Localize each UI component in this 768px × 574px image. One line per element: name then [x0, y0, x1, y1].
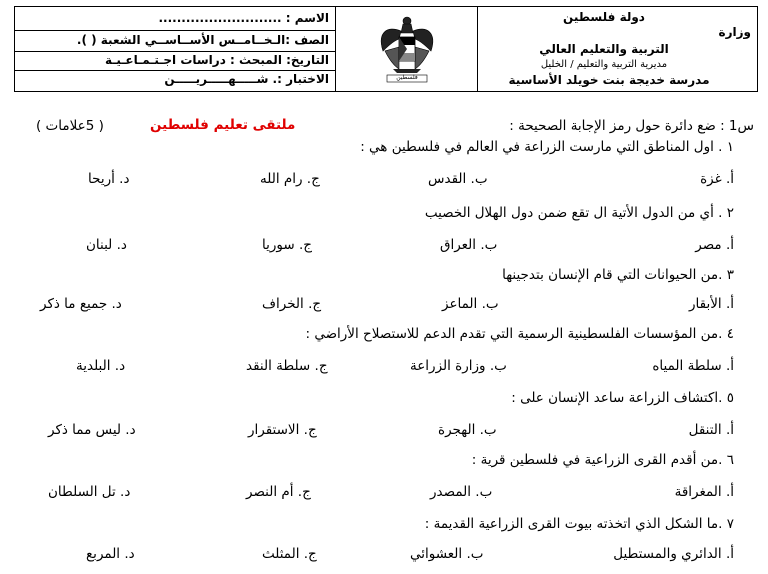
option-a[interactable]: أ. مصر — [695, 237, 734, 253]
question-text: ٥ .اكتشاف الزراعة ساعد الإنسان على : — [511, 390, 734, 406]
option-a[interactable]: أ. سلطة المياه — [652, 358, 734, 374]
option-a[interactable]: أ. الدائري والمستطيل — [613, 546, 734, 562]
option-b[interactable]: ب. الماعز — [442, 296, 499, 312]
option-d[interactable]: د. لبنان — [86, 237, 127, 253]
option-c[interactable]: ج. الخراف — [262, 296, 322, 312]
option-b[interactable]: ب. القدس — [428, 171, 488, 187]
option-c[interactable]: ج. سلطة النقد — [246, 358, 328, 374]
option-d[interactable]: د. ليس مما ذكر — [48, 422, 136, 438]
question-1-instruction: س1 : ضع دائرة حول رمز الإجابة الصحيحة : — [509, 118, 754, 134]
question-text: ٦ .من أقدم القرى الزراعية في فلسطين قرية : — [471, 452, 734, 468]
emblem-caption: فلسطين — [396, 74, 418, 81]
option-b[interactable]: ب. العشوائي — [410, 546, 484, 562]
option-b[interactable]: ب. وزارة الزراعة — [410, 358, 507, 374]
ministry-word: وزارة — [718, 25, 751, 39]
option-a[interactable]: أ. التنقل — [688, 422, 734, 438]
state-name: دولة فلسطين — [563, 10, 645, 24]
date-subject-field: التاريخ: المبحث : دراسات اجـتـمـاعـيـة — [105, 53, 329, 67]
marks-label: ( 5علامات ) — [36, 118, 104, 134]
option-d[interactable]: د. تل السلطان — [48, 484, 131, 500]
question-text: ٣ .من الحيوانات التي قام الإنسان بتدجينها — [502, 267, 734, 283]
option-d[interactable]: د. جميع ما ذكر — [40, 296, 122, 312]
ministry-name: التربية والتعليم العالي — [539, 42, 669, 56]
option-d[interactable]: د. أريحا — [88, 171, 130, 187]
option-d[interactable]: د. المربع — [86, 546, 135, 562]
option-a[interactable]: أ. المغراقة — [674, 484, 734, 500]
question-text: ٤ .من المؤسسات الفلسطينية الرسمية التي تقدم الدعم للاستصلاح الأراضي : — [305, 326, 734, 342]
option-a[interactable]: أ. الأبقار — [688, 296, 734, 312]
option-c[interactable]: ج. سوريا — [262, 237, 312, 253]
option-c[interactable]: ج. أم النصر — [246, 484, 311, 500]
question-text: ٢ . أي من الدول الأتية ال تقع ضمن دول الهلال الخصيب — [424, 205, 734, 221]
school-name: مدرسة خديجة بنت خويلد الأساسية — [508, 73, 710, 87]
name-field: الاسم : ........................... — [158, 11, 329, 25]
option-d[interactable]: د. البلدية — [76, 358, 126, 374]
option-c[interactable]: ج. رام الله — [260, 171, 320, 187]
exam-type-field: الاختبار :. شـــــهـــــريـــــن — [164, 72, 329, 86]
question-text: ١ . اول المناطق التي مارست الزراعة في العالم في فلسطين هي : — [360, 139, 734, 155]
option-b[interactable]: ب. المصدر — [430, 484, 493, 500]
forum-label: ملتقى تعليم فلسطين — [150, 117, 296, 133]
class-field: الصف :الـخــامــس الأســاســي الشعبة ( ). — [76, 33, 329, 47]
option-c[interactable]: ج. المثلث — [262, 546, 317, 562]
option-b[interactable]: ب. الهجرة — [438, 422, 497, 438]
option-c[interactable]: ج. الاستقرار — [248, 422, 317, 438]
question-text: ٧ .ما الشكل الذي اتخذته بيوت القرى الزراعية القديمة : — [424, 516, 734, 532]
option-a[interactable]: أ. غزة — [700, 171, 734, 187]
directorate-name: مديرية التربية والتعليم / الخليل — [540, 59, 668, 70]
option-b[interactable]: ب. العراق — [440, 237, 498, 253]
